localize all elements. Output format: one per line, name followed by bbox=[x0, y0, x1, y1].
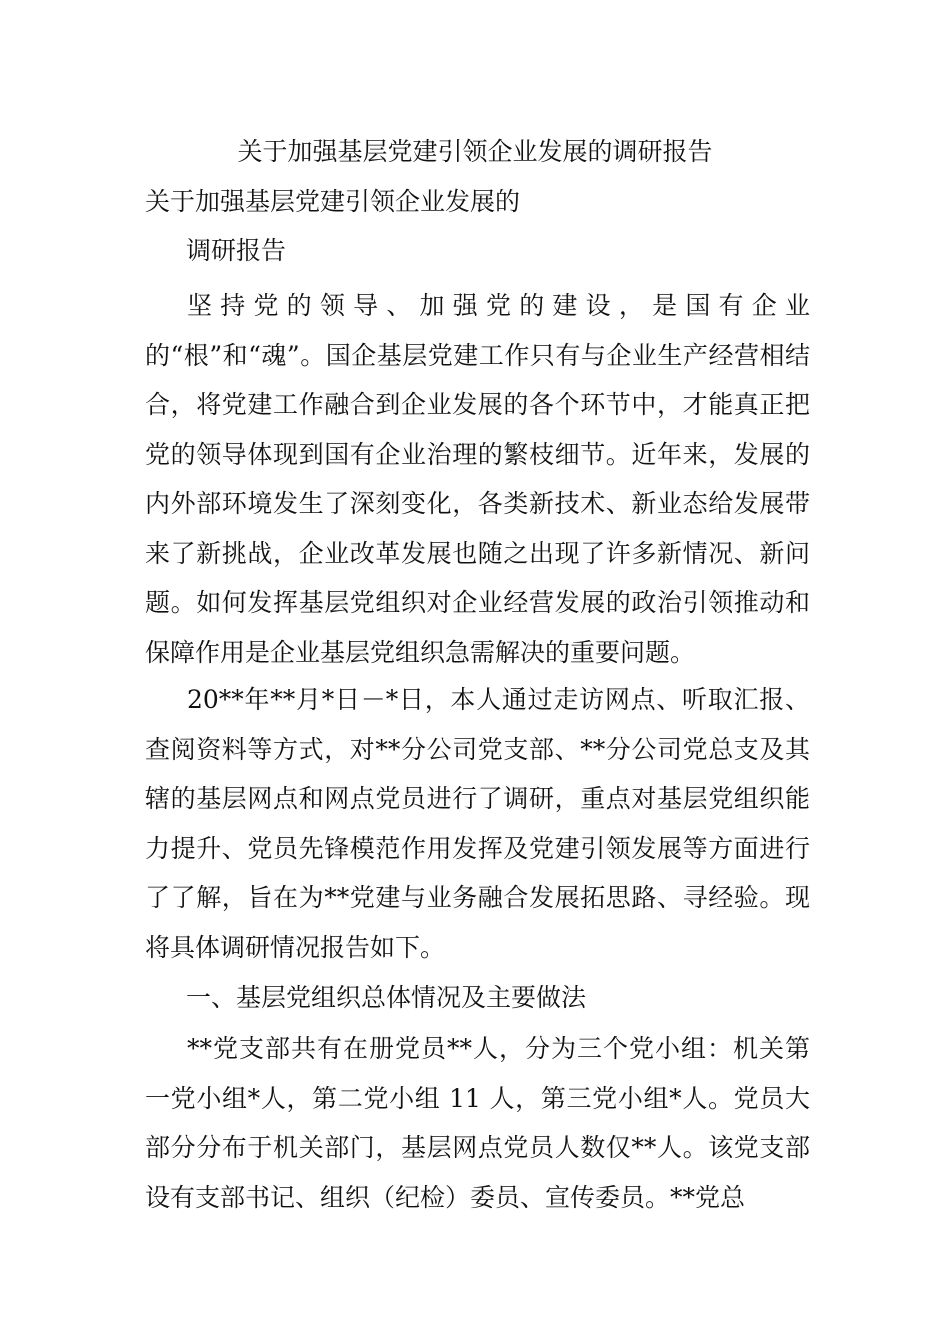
body-paragraph-2: 20**年**月*日－*日，本人通过走访网点、听取汇报、查阅资料等方式，对**分公司党支部、**分公司党总支及其辖的基层网点和网点党员进行了调研，重点对基层党组织能力提升、党员先锋模范作用发挥及党建引领发展等方面进行了了解，旨在为**党建与业务融合发展拓思路、寻经验。现将具体调研情况报告如下。 bbox=[145, 685, 810, 962]
document-title: 关于加强基层党建引领企业发展的调研报告 bbox=[237, 137, 713, 166]
section-heading-1: 一、基层党组织总体情况及主要做法 bbox=[186, 983, 587, 1012]
body-paragraph-3: **党支部共有在册党员**人，分为三个党小组：机关第一党小组*人，第二党小组 11 人，第三党小组*人。党员大部分分布于机关部门，基层网点党员人数仅**人。该党支部设有支部书记、组织（纪检）委员、宣传委员。**党总 bbox=[145, 1034, 810, 1212]
body-paragraph-1: 坚持党的领导、加强党的建设，是国有企业的“根”和“魂”。国企基层党建工作只有与企业生产经营相结合，将党建工作融合到企业发展的各个环节中，才能真正把党的领导体现到国有企业治理的繁枝细节。近年来，发展的内外部环境发生了深刻变化，各类新技术、新业态给发展带来了新挑战，企业改革发展也随之出现了许多新情况、新问题。如何发挥基层党组织对企业经营发展的政治引领推动和保障作用是企业基层党组织急需解决的重要问题。 bbox=[145, 291, 810, 667]
document-subtitle-line2: 调研报告 bbox=[186, 236, 287, 265]
document-subtitle-line1: 关于加强基层党建引领企业发展的 bbox=[145, 187, 521, 216]
